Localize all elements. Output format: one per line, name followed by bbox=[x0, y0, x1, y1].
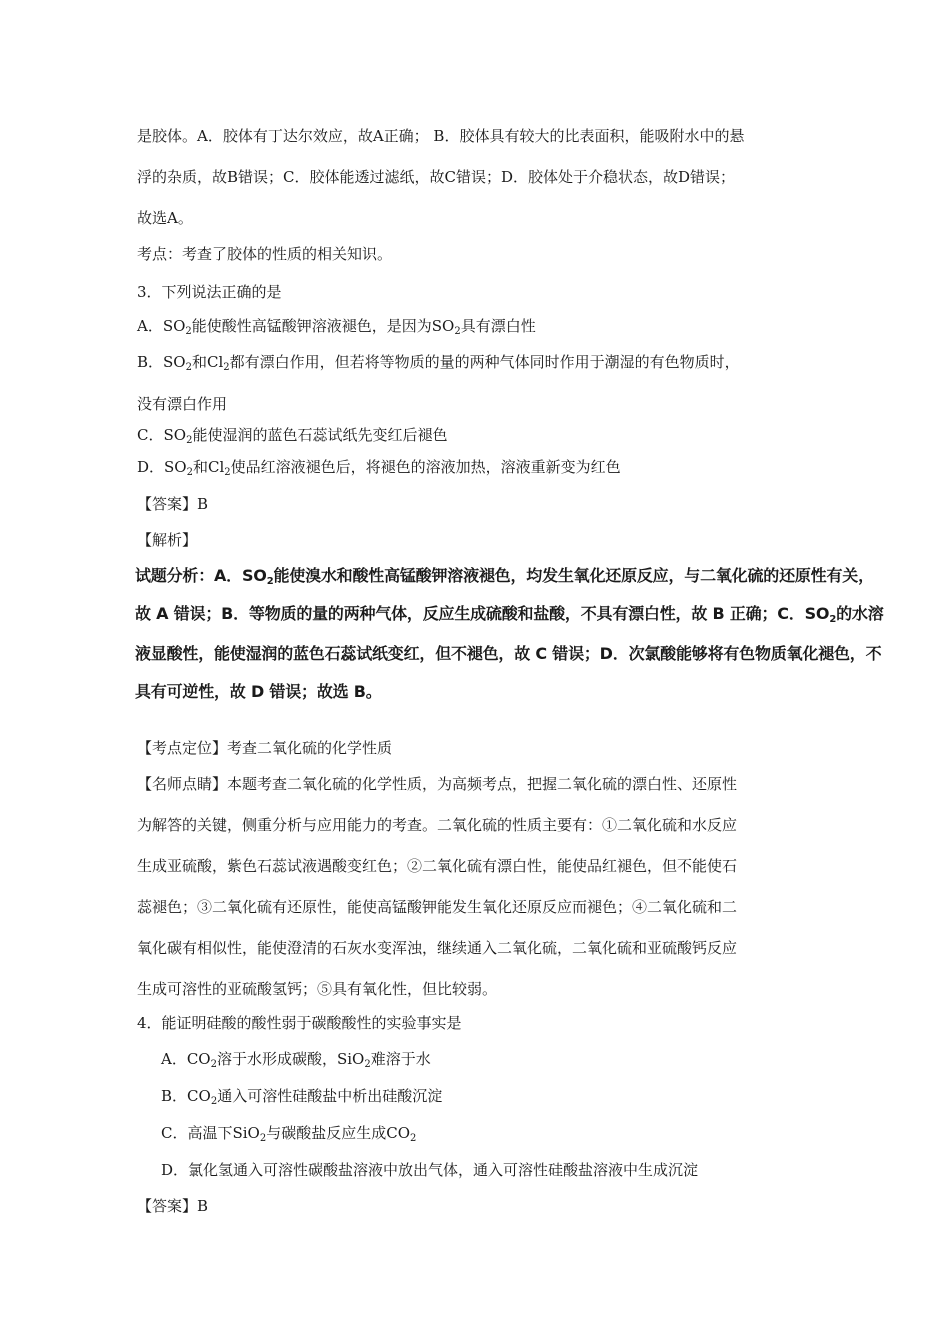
teacher-note-line: 生成亚硫酸，紫色石蕊试液遇酸变红色；②二氧化硫有漂白性，能使品红褪色，但不能使石 bbox=[137, 857, 738, 875]
text-line: 是胶体。A．胶体有丁达尔效应，故A正确； B．胶体具有较大的比表面积，能吸附水中的悬 bbox=[137, 127, 745, 145]
question-3-option-c: C．$SO_2$能使湿润的蓝色石蕊试纸先变红后褪色 bbox=[137, 426, 448, 446]
text-line: 故选A。 bbox=[137, 209, 193, 227]
teacher-note-line: 【名师点睛】本题考查二氧化硫的化学性质，为高频考点，把握二氧化硫的漂白性、还原性 bbox=[137, 775, 738, 793]
teacher-note-line: 生成可溶性的亚硫酸氢钙；⑤具有氧化性，但比较弱。 bbox=[137, 980, 498, 998]
question-3-title: 3．下列说法正确的是 bbox=[137, 283, 282, 301]
analysis-heading: 【解析】 bbox=[137, 531, 198, 549]
analysis-line: 故 A 错误；B．等物质的量的两种气体，反应生成硫酸和盐酸，不具有漂白性，故 B 正确；C．SO2的水溶 bbox=[135, 604, 884, 625]
analysis-line: 液显酸性，能使湿润的蓝色石蕊试纸变红，但不褪色，故 C 错误；D．次氯酸能够将有色物质氧化褪色，不 bbox=[135, 644, 882, 663]
question-4-option-c: C．高温下SiO$_2$与碳酸盐反应生成$CO_2$ bbox=[161, 1124, 417, 1144]
teacher-note-line: 氧化碳有相似性，能使澄清的石灰水变浑浊，继续通入二氧化硫，二氧化硫和亚硫酸钙反应 bbox=[137, 939, 738, 957]
key-point-location: 【考点定位】考查二氧化硫的化学性质 bbox=[137, 739, 393, 757]
question-4-option-a: A．$CO_2$溶于水形成碳酸，SiO$_2$难溶于水 bbox=[161, 1050, 431, 1070]
question-3-option-a: A．$SO_2$能使酸性高锰酸钾溶液褪色，是因为$SO_2$具有漂白性 bbox=[137, 317, 536, 337]
text-line: 浮的杂质，故B错误；C．胶体能透过滤纸，故C错误；D．胶体处于介稳状态，故D错误； bbox=[137, 168, 736, 186]
question-3-option-d: D．$SO_2$和$Cl_2$使品红溶液褪色后，将褪色的溶液加热，溶液重新变为红色 bbox=[137, 458, 621, 478]
answer-3: 【答案】B bbox=[137, 495, 209, 513]
analysis-line: 试题分析：A．SO2能使溴水和酸性高锰酸钾溶液褪色，均发生氧化还原反应，与二氧化硫的还原性有关， bbox=[135, 566, 874, 587]
analysis-line: 具有可逆性，故 D 错误；故选 B。 bbox=[135, 682, 382, 701]
teacher-note-line: 蕊褪色；③二氧化硫有还原性，能使高锰酸钾能发生氧化还原反应而褪色；④二氧化硫和二 bbox=[137, 898, 738, 916]
answer-4: 【答案】B bbox=[137, 1197, 209, 1215]
question-4-title: 4．能证明硅酸的酸性弱于碳酸酸性的实验事实是 bbox=[137, 1014, 462, 1032]
teacher-note-line: 为解答的关键，侧重分析与应用能力的考查。二氧化硫的性质主要有：①二氧化硫和水反应 bbox=[137, 816, 738, 834]
text-line: 考点：考查了胶体的性质的相关知识。 bbox=[137, 245, 393, 263]
question-3-option-b-cont: 没有漂白作用 bbox=[137, 395, 228, 413]
question-4-option-b: B．$CO_2$通入可溶性硅酸盐中析出硅酸沉淀 bbox=[161, 1087, 443, 1107]
question-4-option-d: D．氯化氢通入可溶性碳酸盐溶液中放出气体，通入可溶性硅酸盐溶液中生成沉淀 bbox=[161, 1161, 699, 1179]
question-3-option-b: B．$SO_2$和$Cl_2$都有漂白作用，但若将等物质的量的两种气体同时作用于潮湿的有色物质时， bbox=[137, 353, 740, 373]
